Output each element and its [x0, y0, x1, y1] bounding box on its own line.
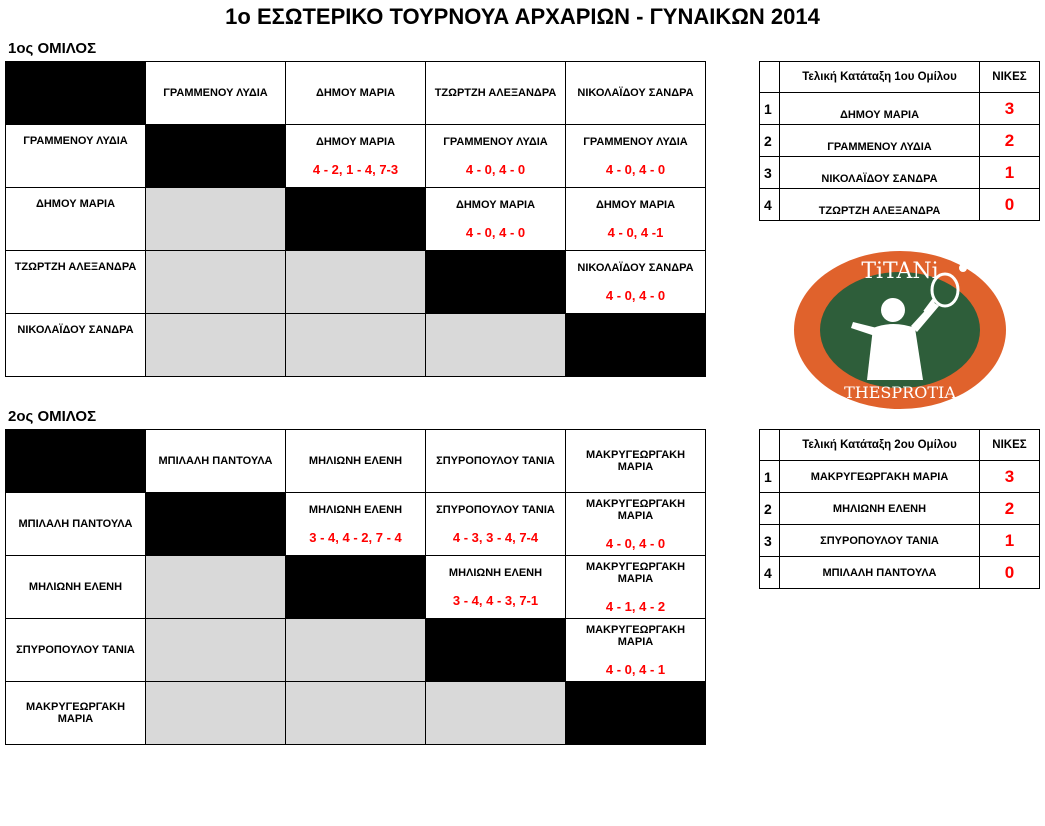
corner-cell: [6, 62, 146, 125]
column-header: ΝΙΚΟΛΑΪΔΟΥ ΣΑΝΔΡΑ: [566, 62, 706, 125]
empty-cell: [146, 188, 286, 251]
wins: 3: [980, 461, 1040, 493]
match-cell: [426, 556, 566, 619]
match-winner: ΣΠΥΡΟΠΟΥΛΟΥ ΤΑΝΙΑ: [436, 503, 555, 516]
row-header: ΔΗΜΟΥ ΜΑΡΙΑ: [6, 188, 146, 251]
rank-header: [760, 430, 780, 461]
column-header: ΤΖΩΡΤΖΗ ΑΛΕΞΑΝΔΡΑ: [426, 62, 566, 125]
diagonal-cell: [286, 556, 426, 619]
wins-header: ΝΙΚΕΣ: [980, 62, 1040, 93]
match-score: 3 - 4, 4 - 2, 7 - 4: [309, 529, 402, 545]
match-score: 3 - 4, 4 - 3, 7-1: [452, 592, 539, 608]
row-header: ΓΡΑΜΜΕΝΟΥ ΛΥΔΙΑ: [6, 125, 146, 188]
match-cell: [566, 125, 706, 188]
empty-cell: [286, 251, 426, 314]
column-header: ΜΗΛΙΩΝΗ ΕΛΕΝΗ: [286, 430, 426, 493]
group-2-standings: [759, 429, 1040, 589]
match-score: 4 - 0, 4 - 0: [465, 161, 526, 177]
group-1-results-grid: [5, 61, 706, 377]
player-name: ΝΙΚΟΛΑΪΔΟΥ ΣΑΝΔΡΑ: [780, 157, 980, 189]
match-cell: [566, 619, 706, 682]
match-score: 4 - 3, 3 - 4, 7-4: [452, 529, 539, 545]
standings-row: [760, 189, 1040, 221]
diagonal-cell: [146, 493, 286, 556]
diagonal-cell: [566, 314, 706, 377]
match-winner: ΔΗΜΟΥ ΜΑΡΙΑ: [455, 198, 536, 211]
wins: 3: [980, 93, 1040, 125]
match-cell: [566, 556, 706, 619]
match-cell: [566, 251, 706, 314]
standings-row: [760, 461, 1040, 493]
player-name: ΓΡΑΜΜΕΝΟΥ ΛΥΔΙΑ: [780, 125, 980, 157]
wins-header: ΝΙΚΕΣ: [980, 430, 1040, 461]
standings-row: [760, 493, 1040, 525]
row-header: ΣΠΥΡΟΠΟΥΛΟΥ ΤΑΝΙΑ: [6, 619, 146, 682]
empty-cell: [426, 682, 566, 745]
titani-thesprotia-logo: [793, 250, 1008, 410]
standings-title: Τελική Κατάταξη 1ου Ομίλου: [780, 62, 980, 93]
group-1-label: 1ος ΟΜΙΛΟΣ: [8, 40, 97, 57]
row-header: ΝΙΚΟΛΑΪΔΟΥ ΣΑΝΔΡΑ: [6, 314, 146, 377]
empty-cell: [286, 314, 426, 377]
match-score: 4 - 2, 1 - 4, 7-3: [312, 161, 399, 177]
wins: 1: [980, 525, 1040, 557]
column-header: ΜΑΚΡΥΓΕΩΡΓΑΚΗ ΜΑΡΙΑ: [566, 430, 706, 493]
match-cell: [426, 493, 566, 556]
match-score: 4 - 0, 4 - 0: [605, 287, 666, 303]
match-cell: [426, 125, 566, 188]
rank: 2: [760, 493, 780, 525]
empty-cell: [146, 682, 286, 745]
rank: 3: [760, 525, 780, 557]
rank: 4: [760, 557, 780, 589]
match-winner: ΜΑΚΡΥΓΕΩΡΓΑΚΗ ΜΑΡΙΑ: [585, 497, 686, 522]
logo-top-text: TiTANi: [861, 259, 939, 284]
diagonal-cell: [566, 682, 706, 745]
rank: 1: [760, 461, 780, 493]
player-name: ΔΗΜΟΥ ΜΑΡΙΑ: [780, 93, 980, 125]
match-score: 4 - 0, 4 - 1: [605, 661, 666, 677]
row-header: ΜΗΛΙΩΝΗ ΕΛΕΝΗ: [6, 556, 146, 619]
match-winner: ΜΗΛΙΩΝΗ ΕΛΕΝΗ: [308, 503, 403, 516]
match-score: 4 - 0, 4 - 0: [605, 535, 666, 551]
match-score: 4 - 0, 4 -1: [607, 224, 664, 240]
page-title: 1ο ΕΣΩΤΕΡΙΚΟ ΤΟΥΡΝΟΥΑ ΑΡΧΑΡΙΩΝ - ΓΥΝΑΙΚΩΝ 2014: [225, 4, 820, 29]
player-name: ΤΖΩΡΤΖΗ ΑΛΕΞΑΝΔΡΑ: [780, 189, 980, 221]
rank: 1: [760, 93, 780, 125]
match-winner: ΝΙΚΟΛΑΪΔΟΥ ΣΑΝΔΡΑ: [577, 261, 694, 274]
match-winner: ΜΑΚΡΥΓΕΩΡΓΑΚΗ ΜΑΡΙΑ: [585, 560, 686, 585]
empty-cell: [146, 314, 286, 377]
wins: 2: [980, 493, 1040, 525]
player-name: ΣΠΥΡΟΠΟΥΛΟΥ ΤΑΝΙΑ: [780, 525, 980, 557]
match-winner: ΜΗΛΙΩΝΗ ΕΛΕΝΗ: [448, 566, 543, 579]
match-winner: ΔΗΜΟΥ ΜΑΡΙΑ: [315, 135, 396, 148]
column-header: ΔΗΜΟΥ ΜΑΡΙΑ: [286, 62, 426, 125]
player-name: ΜΑΚΡΥΓΕΩΡΓΑΚΗ ΜΑΡΙΑ: [780, 461, 980, 493]
column-header: ΜΠΙΛΑΛΗ ΠΑΝΤΟΥΛΑ: [146, 430, 286, 493]
standings-row: [760, 93, 1040, 125]
match-cell: [426, 188, 566, 251]
column-header: ΣΠΥΡΟΠΟΥΛΟΥ ΤΑΝΙΑ: [426, 430, 566, 493]
standings-row: [760, 557, 1040, 589]
empty-cell: [286, 619, 426, 682]
logo-bottom-text: THESPROTIA: [844, 383, 956, 402]
match-score: 4 - 0, 4 - 0: [465, 224, 526, 240]
player-name: ΜΗΛΙΩΝΗ ΕΛΕΝΗ: [780, 493, 980, 525]
empty-cell: [146, 251, 286, 314]
rank: 4: [760, 189, 780, 221]
wins: 1: [980, 157, 1040, 189]
standings-title: Τελική Κατάταξη 2ου Ομίλου: [780, 430, 980, 461]
row-header: ΜΑΚΡΥΓΕΩΡΓΑΚΗ ΜΑΡΙΑ: [6, 682, 146, 745]
standings-row: [760, 157, 1040, 189]
match-winner: ΔΗΜΟΥ ΜΑΡΙΑ: [595, 198, 676, 211]
rank: 2: [760, 125, 780, 157]
empty-cell: [146, 619, 286, 682]
empty-cell: [286, 682, 426, 745]
match-cell: [566, 188, 706, 251]
match-score: 4 - 0, 4 - 0: [605, 161, 666, 177]
row-header: ΤΖΩΡΤΖΗ ΑΛΕΞΑΝΔΡΑ: [6, 251, 146, 314]
standings-row: [760, 525, 1040, 557]
diagonal-cell: [146, 125, 286, 188]
standings-row: [760, 125, 1040, 157]
match-cell: [286, 125, 426, 188]
match-winner: ΜΑΚΡΥΓΕΩΡΓΑΚΗ ΜΑΡΙΑ: [585, 623, 686, 648]
empty-cell: [426, 314, 566, 377]
column-header: ΓΡΑΜΜΕΝΟΥ ΛΥΔΙΑ: [146, 62, 286, 125]
match-cell: [286, 493, 426, 556]
corner-cell: [6, 430, 146, 493]
group-1-standings: [759, 61, 1040, 221]
empty-cell: [146, 556, 286, 619]
wins: 0: [980, 189, 1040, 221]
match-cell: [566, 493, 706, 556]
player-name: ΜΠΙΛΑΛΗ ΠΑΝΤΟΥΛΑ: [780, 557, 980, 589]
match-score: 4 - 1, 4 - 2: [605, 598, 666, 614]
group-2-label: 2ος ΟΜΙΛΟΣ: [8, 408, 97, 425]
diagonal-cell: [426, 251, 566, 314]
diagonal-cell: [286, 188, 426, 251]
rank-header: [760, 62, 780, 93]
group-2-results-grid: [5, 429, 706, 745]
match-winner: ΓΡΑΜΜΕΝΟΥ ΛΥΔΙΑ: [583, 135, 688, 148]
row-header: ΜΠΙΛΑΛΗ ΠΑΝΤΟΥΛΑ: [6, 493, 146, 556]
wins: 0: [980, 557, 1040, 589]
diagonal-cell: [426, 619, 566, 682]
match-winner: ΓΡΑΜΜΕΝΟΥ ΛΥΔΙΑ: [443, 135, 548, 148]
rank: 3: [760, 157, 780, 189]
wins: 2: [980, 125, 1040, 157]
